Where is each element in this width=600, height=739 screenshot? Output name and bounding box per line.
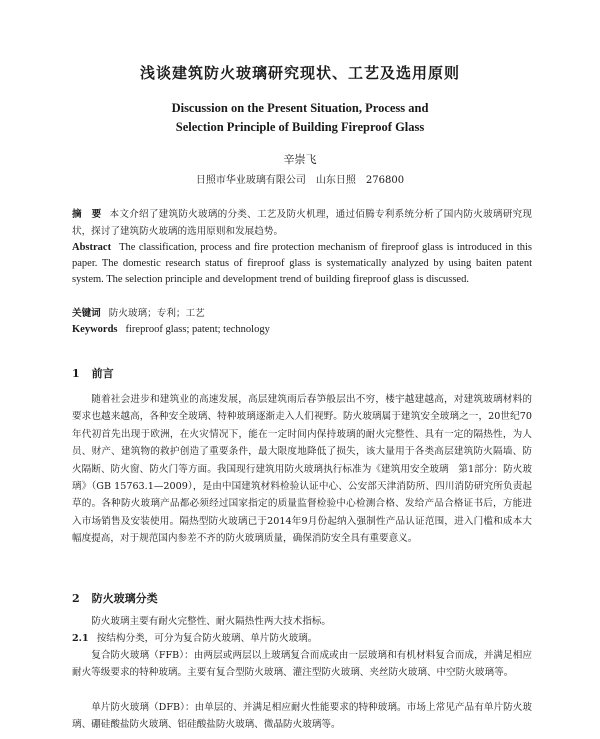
section-1-heading xyxy=(72,365,114,381)
section-2-heading xyxy=(72,590,158,606)
keywords-cn xyxy=(72,305,532,322)
section-2-title: 防火玻璃分类 xyxy=(91,592,158,605)
section-2-number: 2 xyxy=(72,592,80,605)
paper-title-en-line2: Selection Principle of Building Fireproof Glass xyxy=(175,120,425,134)
paper-title-en-line1: Discussion on the Present Situation, Process and xyxy=(171,101,429,115)
keywords-cn-text: 防火玻璃；专利；工艺 xyxy=(108,308,205,319)
abstract-cn xyxy=(72,206,532,240)
abstract-en xyxy=(72,240,532,288)
keywords-cn-label: 关键词 xyxy=(72,308,101,319)
abstract-en-text: The classification, process and fire protection mechanism of fireproof glass is introduced in this paper. The domestic research status of fireproof glass is systematically analyzed by using baiten patent system. The selection principle and development trend of building fireproof glass is discussed. xyxy=(72,242,532,285)
subsection-2-1-paragraph-1: 复合防火玻璃（FFB）：由两层或两层以上玻璃复合而成或由一层玻璃和有机材料复合而成，并满足相应耐火等级要求的特种玻璃。主要有复合型防火玻璃、灌注型防火玻璃、夹丝防火玻璃、中空防火玻璃等。 xyxy=(72,650,532,679)
subsection-2-1-title: 按结构分类，可分为复合防火玻璃、单片防火玻璃。 xyxy=(96,633,318,644)
subsection-2-1-heading xyxy=(72,630,532,647)
author-name: 辛崇飞 xyxy=(283,153,317,166)
paper-title-cn: 浅谈建筑防火玻璃研究现状、工艺及选用原则 xyxy=(139,64,460,82)
section-1-title: 前言 xyxy=(91,367,114,380)
abstract-cn-text: 本文介绍了建筑防火玻璃的分类、工艺及防火机理，通过佰腾专利系统分析了国内防火玻璃研究现状，探讨了建筑防火玻璃的选用原则和发展趋势。 xyxy=(72,209,533,237)
keywords-en-text: fireproof glass; patent; technology xyxy=(125,324,270,335)
abstract-en-label: Abstract xyxy=(72,242,112,253)
keywords-en xyxy=(72,322,532,338)
abstract-cn-label: 摘 要 xyxy=(72,209,102,220)
keywords-en-label: Keywords xyxy=(72,324,118,335)
subsection-2-1-paragraph-2: 单片防火玻璃（DFB）：由单层的、并满足相应耐火性能要求的特种玻璃。市场上常见产品有单片防火玻璃、硼硅酸盐防火玻璃、铝硅酸盐防火玻璃、微晶防火玻璃等。 xyxy=(72,702,532,731)
section-1-paragraph: 随着社会进步和建筑业的高速发展，高层建筑雨后春笋般层出不穷，楼宇越建越高，对建筑玻璃材料的要求也越来越高，各种安全玻璃、特种玻璃逐渐走入人们视野。防火玻璃属于建筑安全玻璃之一，20世纪70年代初首先出现于欧洲，在火灾情况下，能在一定时间内保持玻璃的耐火完整性、具有一定的隔热性，为人员、财产、建筑物的救护创造了重要条件，最大限度地降低了损失，该大量用于各类高层建筑防火隔墙、防火隔断、防火窗、防火门等方面。我国现行建筑用防火玻璃执行标准为《建筑用安全玻璃 第1部分：防火玻璃》（GB 15763.1—2009），是由中国建筑材料检验认证中心、公安部天津消防所、四川消防研究所负责起草的。各种防火玻璃产品都必须经过国家指定的质量监督检验中心检测合格、发给产品合格证书后，方能进入市场销售及安装使用。隔热型防火玻璃已于2014年9月份起纳入强制性产品认证范围，进入门槛和成本大幅度提高，对于规范国内参差不齐的防火玻璃质量，确保消防安全具有重要意义。 xyxy=(72,394,532,545)
section-1-number: 1 xyxy=(72,367,80,380)
author-affiliation: 日照市华业玻璃有限公司 山东日照 276800 xyxy=(195,175,405,186)
subsection-2-1-number: 2.1 xyxy=(72,633,89,644)
section-2-intro: 防火玻璃主要有耐火完整性、耐火隔热性两大技术指标。 xyxy=(91,616,332,627)
